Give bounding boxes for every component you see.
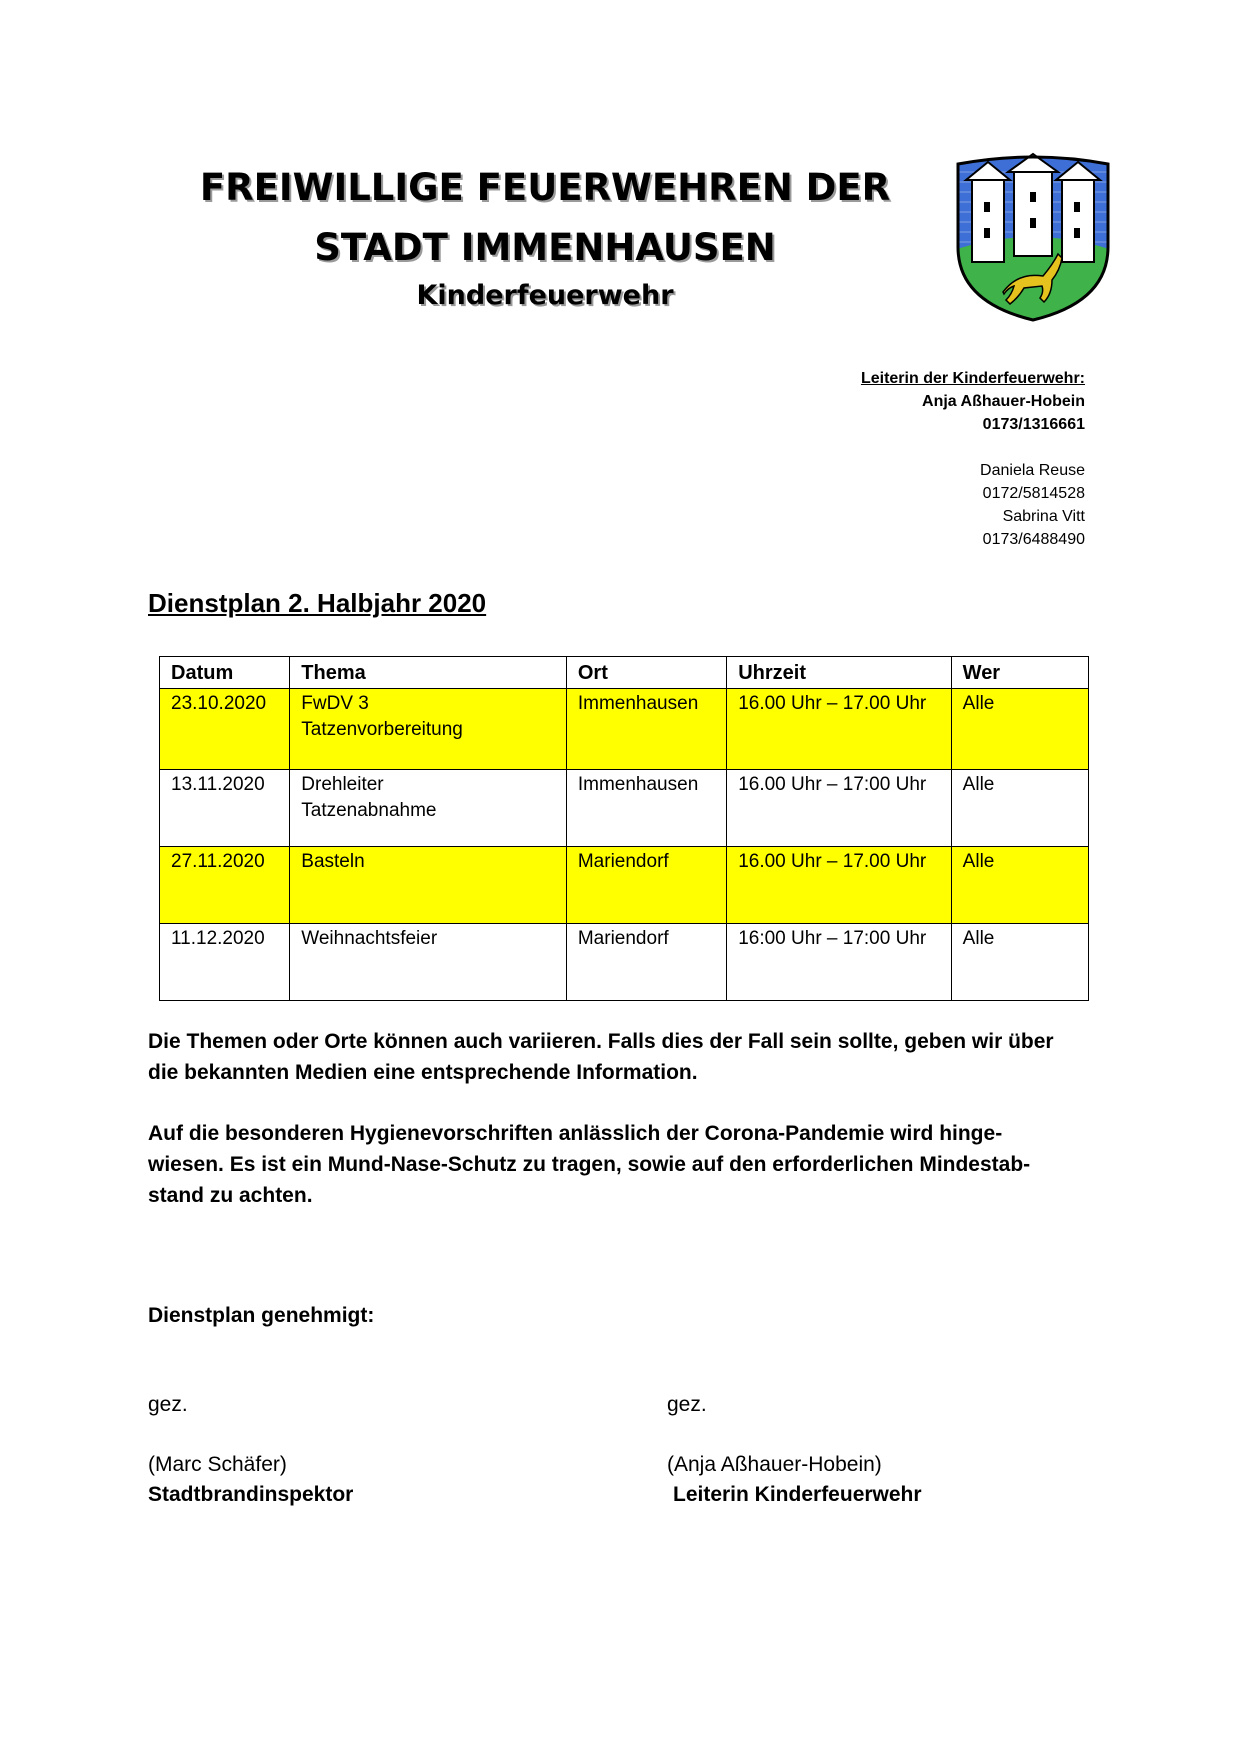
cell-ort: Immenhausen	[566, 689, 726, 770]
header-uhrzeit: Uhrzeit	[727, 657, 951, 689]
cell-wer: Alle	[951, 847, 1088, 924]
letterhead-subtitle: Kinderfeuerwehr	[416, 280, 674, 311]
cell-thema-line: FwDV 3	[301, 693, 369, 714]
cell-thema-line: Weihnachtsfeier	[301, 928, 438, 949]
cell-ort: Mariendorf	[566, 924, 726, 1001]
plan-title: Dienstplan 2. Halbjahr 2020	[148, 588, 487, 618]
letterhead-line-2: STADT IMMENHAUSEN	[314, 226, 776, 269]
table-row	[160, 847, 1089, 924]
table-row	[160, 770, 1089, 847]
contact-2-name: Daniela Reuse	[980, 462, 1085, 479]
cell-uhrzeit: 16.00 Uhr – 17.00 Uhr	[727, 689, 951, 770]
contact-2-phone: 0172/5814528	[982, 485, 1085, 502]
header-ort: Ort	[566, 657, 726, 689]
signature-left	[148, 1390, 353, 1510]
schedule-table	[159, 656, 1089, 1001]
table-row	[160, 924, 1089, 1001]
cell-uhrzeit: 16.00 Uhr – 17:00 Uhr	[727, 770, 951, 847]
cell-datum: 11.12.2020	[160, 924, 290, 1001]
note-line: stand zu achten.	[148, 1184, 313, 1207]
cell-thema-line: Tatzenabnahme	[301, 800, 437, 821]
coat-of-arms-icon	[948, 152, 1118, 324]
cell-thema	[290, 847, 567, 924]
cell-thema-line: Basteln	[301, 851, 365, 872]
header-thema: Thema	[290, 657, 567, 689]
cell-wer: Alle	[951, 924, 1088, 1001]
signature-left-gez: gez.	[148, 1393, 188, 1416]
note-line: die bekannten Medien eine entsprechende Information.	[148, 1061, 698, 1084]
cell-thema	[290, 770, 567, 847]
note-line: wiesen. Es ist ein Mund-Nase-Schutz zu tragen, sowie auf den erforderlichen Mindestab-	[148, 1153, 1031, 1176]
note-variation	[148, 1026, 1098, 1088]
contact-3-name: Sabrina Vitt	[1002, 508, 1085, 525]
leader-phone: 0173/1316661	[982, 416, 1085, 433]
cell-datum: 13.11.2020	[160, 770, 290, 847]
cell-wer: Alle	[951, 770, 1088, 847]
signature-right-gez: gez.	[667, 1393, 707, 1416]
leader-heading: Leiterin der Kinderfeuerwehr:	[860, 370, 1085, 387]
cell-thema-line: Drehleiter	[301, 774, 384, 795]
header-wer: Wer	[951, 657, 1088, 689]
cell-thema	[290, 924, 567, 1001]
cell-uhrzeit: 16:00 Uhr – 17:00 Uhr	[727, 924, 951, 1001]
note-line: Auf die besonderen Hygienevorschriften anlässlich der Corona-Pandemie wird hinge-	[148, 1122, 1003, 1145]
note-line: Die Themen oder Orte können auch variieren. Falls dies der Fall sein sollte, geben wir über	[148, 1030, 1054, 1053]
cell-wer: Alle	[951, 689, 1088, 770]
approval-heading: Dienstplan genehmigt:	[148, 1304, 375, 1327]
table-row	[160, 689, 1089, 770]
cell-ort: Mariendorf	[566, 847, 726, 924]
contact-3-phone: 0173/6488490	[982, 531, 1085, 548]
leader-name: Anja Aßhauer-Hobein	[922, 393, 1085, 410]
signature-left-name: (Marc Schäfer)	[148, 1453, 287, 1476]
letterhead-line-1: FREIWILLIGE FEUERWEHREN DER	[199, 166, 891, 209]
letterhead-title	[150, 158, 940, 318]
cell-ort: Immenhausen	[566, 770, 726, 847]
contact-block	[685, 367, 1085, 551]
table-header-row	[160, 657, 1089, 689]
signature-right-name: (Anja Aßhauer-Hobein)	[667, 1453, 882, 1476]
signature-right	[667, 1390, 922, 1510]
header-datum: Datum	[160, 657, 290, 689]
note-hygiene	[148, 1118, 1098, 1211]
cell-uhrzeit: 16.00 Uhr – 17.00 Uhr	[727, 847, 951, 924]
cell-datum: 27.11.2020	[160, 847, 290, 924]
cell-datum: 23.10.2020	[160, 689, 290, 770]
signature-left-role: Stadtbrandinspektor	[148, 1483, 354, 1506]
cell-thema	[290, 689, 567, 770]
signature-right-role: Leiterin Kinderfeuerwehr	[673, 1483, 922, 1506]
cell-thema-line: Tatzenvorbereitung	[301, 719, 463, 740]
